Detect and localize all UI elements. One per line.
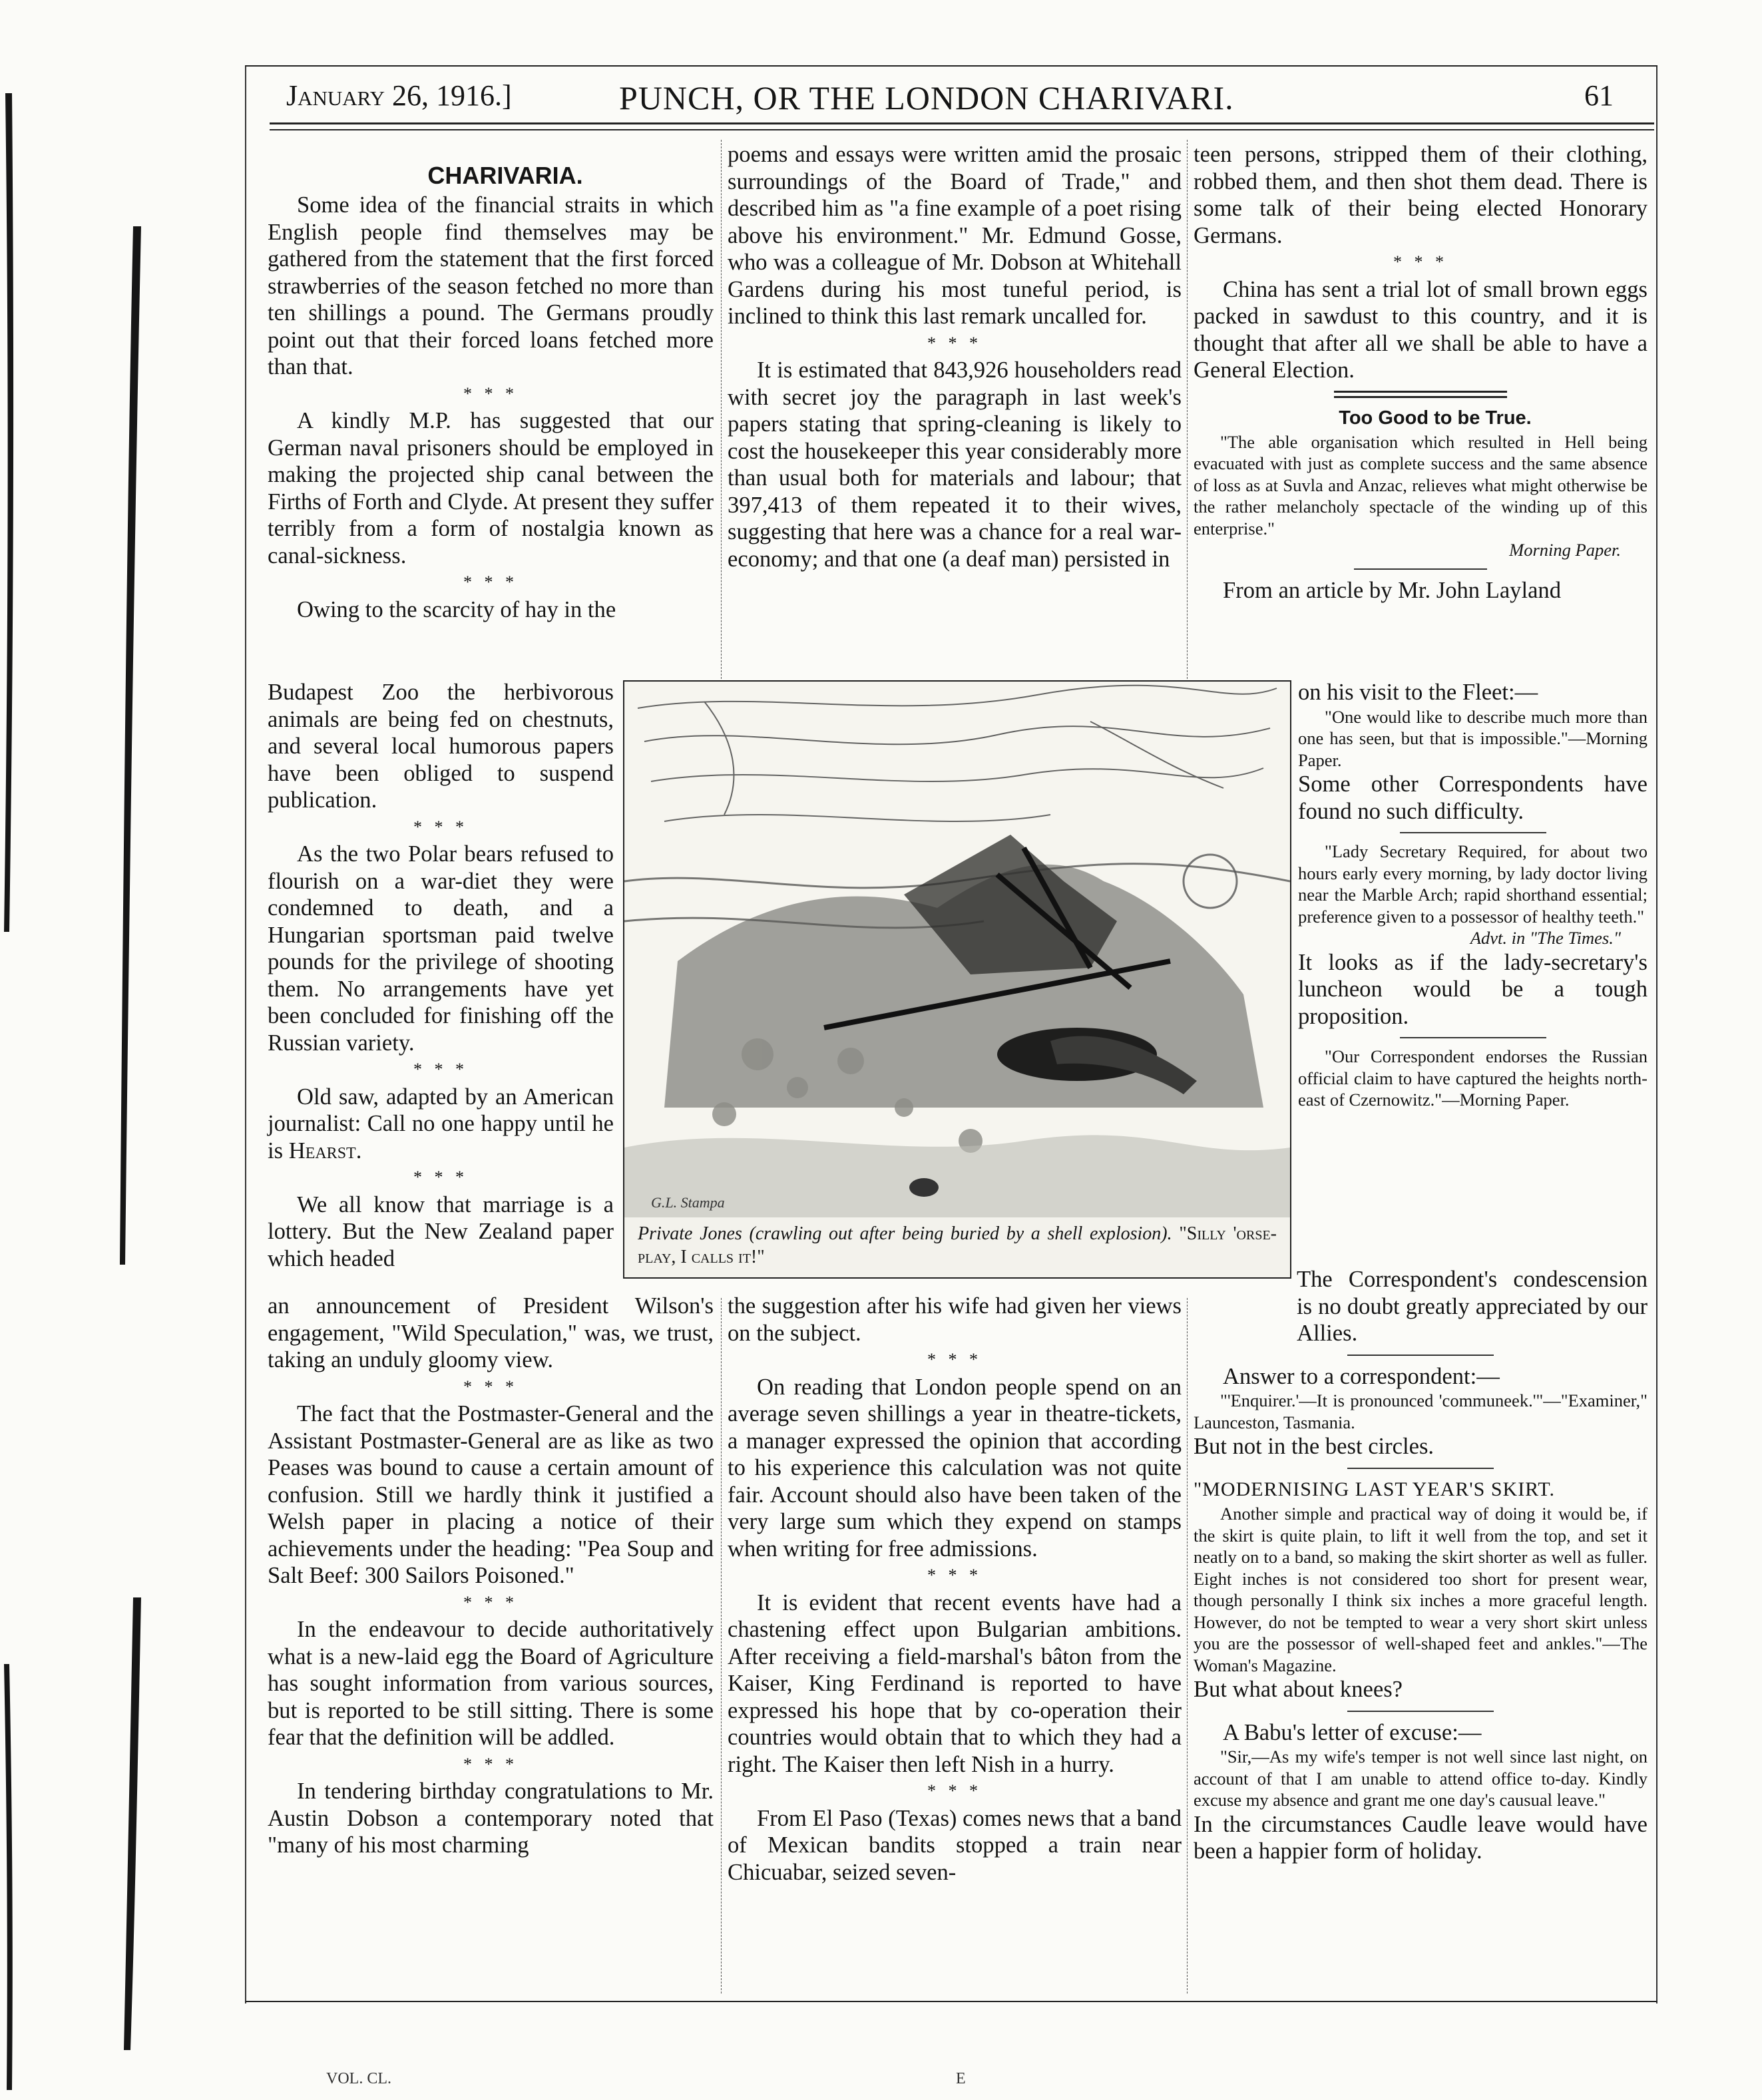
paragraph-canal: A kindly M.P. has suggested that our German naval prisoners should be employed in making the projected ship canal between the Firths of Forth and Clyde. At present they suffer terribly from a form of nostalgia known as canal-sickness. — [268, 408, 714, 568]
paragraph-gosse: poems and essays were written amid the prosaic surroundings of the Board of Trade," and described him as "a fine example of a poet rising above his environment." Mr. Edmund Gosse, who was a colleague of Mr. Dobson at Whitehall Gardens during his most tuneful period, is inclined to think this last remark uncalled for. — [728, 142, 1182, 329]
layland-quote-block — [1298, 706, 1648, 771]
layland-comment: Some other Correspondents have found no such difficulty. — [1298, 771, 1648, 824]
skirt-heading: "MODERNISING LAST YEAR'S SKIRT. — [1194, 1478, 1555, 1500]
too-good-quote-block — [1194, 431, 1648, 540]
binding-edge — [0, 0, 146, 2100]
cartoon-drawing — [624, 682, 1290, 1217]
paragraph-marriage-b: an announcement of President Wilson's engagement, "Wild Speculation," was, we trust, taking an unduly gloomy view. — [268, 1293, 714, 1372]
separator-stars: * * * — [463, 383, 518, 403]
correspondent-quote-block — [1298, 1046, 1648, 1111]
answer-intro: Answer to a correspondent:— — [1223, 1363, 1500, 1389]
correspondent-comment: The Correspondent's condescension is no doubt greatly appreciated by our Allies. — [1297, 1267, 1648, 1346]
layland-quote: "One would like to describe much more than one has seen, but that is impossible."—Morning Paper. — [1298, 706, 1648, 770]
separator-stars: * * * — [927, 333, 982, 353]
separator-stars: * * * — [463, 572, 518, 592]
rule — [1400, 832, 1546, 833]
hearst-text-c: . — [355, 1138, 362, 1163]
separator-stars: * * * — [463, 1592, 518, 1612]
frame-right-rule — [1656, 67, 1657, 2003]
column-rule-2 — [1187, 140, 1188, 679]
paragraph-bulgaria: It is evident that recent events have had a chastening effect upon Bulgarian ambitions. After receiving a field-marshal's bâton from the Kaiser, King Ferdinand is reported to have expressed his hope that by co-operation their countries would obtain that to which they had a right. The Kaiser then left Nish in a hurry. — [728, 1589, 1182, 1777]
rule — [1347, 1468, 1494, 1469]
skirt-comment: But what about knees? — [1194, 1677, 1403, 1702]
rule — [1347, 1711, 1494, 1712]
lady-secretary-quote: "Lady Secretary Required, for about two hours early every morning, by lady doctor living near the Marble Arch; rapid shorthand essential; preference given to a possessor of healthy teeth." — [1298, 841, 1648, 927]
paragraph-theatre: On reading that London people spend on an average seven shillings a year in theatre-tickets, a manager expressed the opinion that according to his experience this calculation was not quite fair. Account should also have been taken of the very large sum which they expend on stamps when writing for free admissions. — [728, 1374, 1182, 1562]
hearst-name: Hearst — [288, 1138, 356, 1163]
double-rule — [1334, 391, 1507, 398]
answer-comment: But not in the best circles. — [1194, 1434, 1434, 1459]
column-rule-1 — [721, 140, 722, 679]
babu-quote-block — [1194, 1746, 1648, 1811]
column-3-narrow — [1298, 679, 1648, 1111]
layland-intro-b: on his visit to the Fleet:— — [1298, 680, 1538, 705]
babu-comment: In the circumstances Caudle leave would have been a happier form of holiday. — [1194, 1811, 1648, 1864]
answer-quote: "'Enquirer.'—It is pronounced 'communeek.'"—"Examiner," Launceston, Tasmania. — [1194, 1390, 1648, 1432]
column-1-narrow — [268, 679, 614, 1272]
lady-secretary-source: Advt. in "The Times." — [1470, 928, 1621, 948]
paragraph-hay-a: Owing to the scarcity of hay in the — [297, 596, 616, 622]
header-rule-lower — [270, 129, 1654, 130]
column-rule-1b — [721, 1298, 722, 1994]
issue-date: January 26, 1916.] — [286, 79, 512, 112]
paragraph-hay-b: Budapest Zoo the herbivorous animals are being fed on chestnuts, and several local humorous papers have been obliged to suspend publication. — [268, 680, 614, 813]
signature-mark: E — [956, 2070, 966, 2087]
too-good-heading: Too Good to be True. — [1339, 407, 1532, 429]
section-heading: CHARIVARIA. — [427, 162, 583, 189]
hearst-text-a: Old saw, adapted by an American journalist: Call no one happy until he is — [268, 1084, 614, 1163]
babu-quote: "Sir,—As my wife's temper is not well since last night, on account of that I am unable to attend office to-day. Kindly excuse my absence and grant me one day's causual leave." — [1194, 1747, 1648, 1810]
separator-stars: * * * — [1393, 252, 1448, 272]
paragraph-egg: In the endeavour to decide authoritatively what is a new-laid egg the Board of Agriculture has sought information from various sources, but is reported to be still sitting. There is some fear that the definition will be addled. — [268, 1617, 714, 1750]
separator-stars: * * * — [927, 1566, 982, 1585]
paragraph-householders-end: the suggestion after his wife had given her views on the subject. — [728, 1293, 1182, 1346]
column-3-bottom — [1194, 1266, 1648, 1865]
separator-stars: * * * — [463, 1376, 518, 1396]
page-number: 61 — [1584, 79, 1614, 112]
too-good-quote: "The able organisation which resulted in Hell being evacuated with just as complete success and the same absence of loss as at Suvla and Anzac, relieves what might otherwise be the rather melancholy spectacle of the winding up of this enterprise." — [1194, 431, 1648, 538]
skirt-quote-block — [1194, 1503, 1648, 1676]
paragraph-strawberries: Some idea of the financial straits in which English people find themselves may be gathered from the statement that the first forced strawberries of the season fetched no more than ten shillings a pound. The Germans proudly point out that their forced loans fetched more than that. — [268, 192, 714, 379]
separator-stars: * * * — [927, 1350, 982, 1369]
paragraph-hearst — [268, 1084, 614, 1165]
rule — [1354, 568, 1487, 570]
top-frame-rule — [245, 65, 1657, 67]
rule — [1347, 1355, 1494, 1356]
correspondent-quote: "Our Correspondent endorses the Russian official claim to have captured the heights north-east of Czernowitz."—Morning Paper. — [1298, 1046, 1648, 1110]
paragraph-dobson: In tendering birthday congratulations to Mr. Austin Dobson a contemporary noted that "many of his most charming — [268, 1779, 714, 1858]
separator-stars: * * * — [413, 1060, 468, 1079]
column-1-bottom — [268, 1293, 714, 1859]
paragraph-bandits-end: teen persons, stripped them of their clothing, robbed them, and then shot them dead. There is some talk of their being elected Honorary Germans. — [1194, 142, 1648, 248]
column-1-top — [268, 160, 714, 623]
bottom-frame-rule — [245, 2001, 1657, 2002]
cartoon-illustration — [623, 680, 1291, 1279]
lady-quote-block — [1298, 841, 1648, 927]
babu-intro: A Babu's letter of excuse:— — [1223, 1719, 1482, 1745]
rule — [1400, 1037, 1546, 1038]
artist-signature: G.L. Stampa — [651, 1194, 725, 1211]
caption-description: Private Jones (crawling out after being buried by a shell explosion). — [638, 1223, 1172, 1244]
too-good-source: Morning Paper. — [1509, 540, 1621, 560]
answer-quote-block — [1194, 1390, 1648, 1433]
volume-number: VOL. CL. — [326, 2070, 391, 2087]
header-rule-upper — [270, 122, 1654, 124]
paragraph-el-paso: From El Paso (Texas) comes news that a band of Mexican bandits stopped a train near Chicuabar, seized seven- — [728, 1805, 1182, 1885]
lady-secretary-comment: It looks as if the lady-secretary's luncheon would be a tough proposition. — [1298, 949, 1648, 1029]
column-2-top — [728, 141, 1182, 572]
separator-stars: * * * — [463, 1754, 518, 1774]
paragraph-china-eggs: China has sent a trial lot of small brown eggs packed in sawdust to this country, and it is thought that after all we shall be able to have a General Election. — [1194, 276, 1648, 383]
paragraph-marriage-a: We all know that marriage is a lottery. But the New Zealand paper which headed — [268, 1191, 614, 1271]
separator-stars: * * * — [927, 1781, 982, 1800]
column-rule-2b — [1187, 1298, 1188, 1994]
cartoon-caption — [638, 1222, 1277, 1269]
caption-quote: "Silly 'orse-play, I calls it!" — [638, 1223, 1277, 1267]
paragraph-householders: It is estimated that 843,926 householders read with secret joy the paragraph in last week's papers stating that spring-cleaning is likely to cost the housekeeper this year considerably more than usual both for materials and labour; that 397,413 of them repeated it to their wives, suggesting that here was a chance for a real war-economy; and that one (a deaf man) persisted in — [728, 357, 1182, 572]
frame-left-rule — [245, 67, 246, 2003]
skirt-quote: Another simple and practical way of doing it would be, if the skirt is quite plain, to lift it well from the top, and set it neatly on to a band, so making the skirt shorter as well as fuller. Eight inches is not considered too short for present wear, though personally I think six inches a more graceful length. However, do not be tempted to wear a very short skirt unless you are the possessor of well-shaped feet and ankles."—The Woman's Magazine. — [1194, 1504, 1648, 1675]
separator-stars: * * * — [413, 817, 468, 837]
column-2-bottom — [728, 1293, 1182, 1886]
layland-intro-a: From an article by Mr. John Layland — [1223, 577, 1562, 603]
masthead-title: PUNCH, OR THE LONDON CHARIVARI. — [619, 79, 1234, 116]
paragraph-polar-bears: As the two Polar bears refused to flourish on a war-diet they were condemned to death, and a Hungarian sportsman paid twelve pounds for the privilege of shooting them. No arrangements have yet been concluded for finishing off the Russian variety. — [268, 841, 614, 1056]
paragraph-postmaster: The fact that the Postmaster-General and the Assistant Postmaster-General are as like as two Peases was bound to cause a certain amount of confusion. Still we hardly think it justified a Welsh paper in placing a notice of their achievements under the heading: "Pea Soup and Salt Beef: 300 Sailors Poisoned." — [268, 1401, 714, 1588]
separator-stars: * * * — [413, 1167, 468, 1187]
column-3-top — [1194, 141, 1648, 604]
